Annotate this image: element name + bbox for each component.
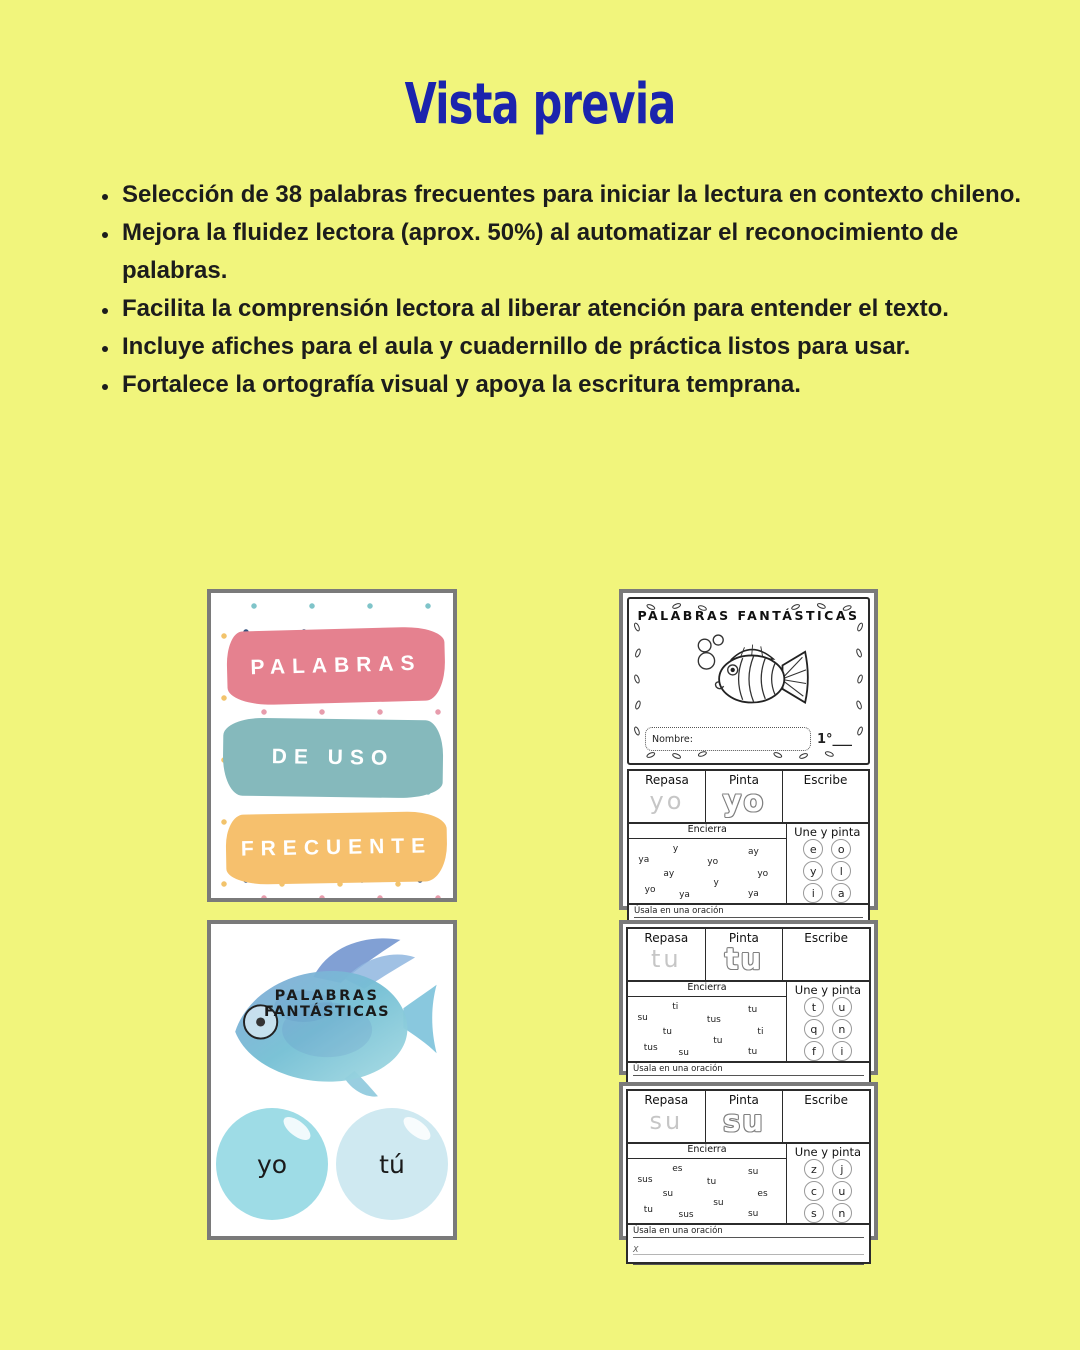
- scatter-word: yo: [644, 885, 656, 896]
- scatter-word: su: [747, 1166, 759, 1177]
- scatter-word: tu: [713, 1035, 723, 1046]
- brush-stroke-teal: [222, 717, 443, 798]
- word-bubble-tu: [336, 1108, 448, 1220]
- fish-title: [247, 988, 407, 1020]
- scatter-word: yo: [757, 868, 769, 879]
- une-y-pinta-box: [787, 982, 869, 1061]
- scatter-word: tus: [706, 1015, 721, 1026]
- scatter-word: tu: [706, 1177, 717, 1188]
- page-title-text: Vista previa: [404, 72, 676, 137]
- pinta-label: Pinta: [728, 931, 759, 945]
- escribe-cell: [783, 929, 869, 980]
- letter-circle: y: [803, 861, 823, 881]
- repasa-cell: [628, 1091, 706, 1142]
- scatter-word: su: [713, 1197, 724, 1208]
- repasa-label: Repasa: [644, 1093, 689, 1107]
- letter-circles: [804, 997, 852, 1061]
- trace-word: yo: [649, 787, 685, 815]
- brush-stroke-pink: [226, 626, 446, 706]
- une-y-pinta-box: [787, 824, 868, 903]
- x-prefix: X: [633, 1245, 639, 1255]
- encierra-box: [628, 1144, 787, 1223]
- word-scatter: [629, 839, 786, 903]
- paint-word: tu: [724, 942, 764, 976]
- fish-title-line-1: PALABRAS: [274, 988, 380, 1004]
- escribe-label: Escribe: [803, 773, 848, 787]
- letter-circle: t: [804, 997, 824, 1017]
- scatter-word: su: [637, 1012, 648, 1023]
- trace-word: su: [649, 1107, 684, 1135]
- pinta-label: Pinta: [728, 1093, 759, 1107]
- letter-circle: a: [831, 883, 851, 903]
- une-y-pinta-box: [787, 1144, 869, 1223]
- repasa-label: Repasa: [644, 931, 689, 945]
- workbook-cover-preview-card: [619, 589, 878, 917]
- scatter-word: tus: [643, 1043, 658, 1054]
- usala-label: Úsala en una oración: [633, 1064, 864, 1076]
- name-label: Nombre:: [652, 733, 693, 745]
- scatter-word: ya: [747, 889, 759, 900]
- worksheet-yo: [627, 769, 870, 944]
- letter-circles: [804, 1159, 852, 1223]
- bubble-word: tú: [379, 1149, 405, 1179]
- pinta-cell: [706, 771, 783, 822]
- une-y-pinta-label: Une y pinta: [794, 983, 862, 998]
- pinta-label: Pinta: [728, 773, 759, 787]
- feature-bullet: • Facilita la comprensión lectora al liberar atención para entender el texto.: [120, 290, 1050, 328]
- scatter-word: tu: [662, 1026, 672, 1037]
- fish-line-art: [674, 631, 824, 717]
- poster-line-3: FRECUENTE: [240, 834, 433, 861]
- writing-line: [633, 1245, 864, 1255]
- scatter-word: ay: [747, 846, 759, 857]
- paint-word: su: [722, 1104, 765, 1138]
- flashcard-preview-card: [207, 920, 457, 1240]
- cover-title: PALABRAS FANTÁSTICAS: [637, 608, 860, 623]
- word-scatter: [628, 1159, 786, 1223]
- repasa-cell: [628, 929, 706, 980]
- word-scatter: [628, 997, 786, 1061]
- poster-line-1: PALABRAS: [250, 651, 422, 680]
- letter-circle: l: [831, 861, 851, 881]
- letter-circle: q: [804, 1019, 824, 1039]
- worksheet-tu: [626, 927, 871, 1102]
- encierra-box: [628, 982, 787, 1061]
- encierra-label: Encierra: [628, 982, 786, 997]
- polka-dot-background: [211, 593, 453, 898]
- scatter-word: ya: [638, 854, 650, 865]
- letter-circle: u: [832, 1181, 852, 1201]
- scatter-word: sus: [637, 1174, 653, 1185]
- fish-title-line-2: FANTÁSTICAS: [263, 1004, 391, 1020]
- scatter-word: y: [672, 844, 679, 855]
- name-field: [645, 727, 811, 751]
- letter-circle: j: [832, 1159, 852, 1179]
- scatter-word: es: [672, 1164, 683, 1175]
- scatter-word: ti: [757, 1026, 764, 1037]
- une-y-pinta-label: Une y pinta: [794, 825, 861, 840]
- letter-circle: o: [831, 839, 851, 859]
- workbook-cover: [627, 597, 870, 765]
- page-title: [0, 72, 1080, 137]
- scatter-word: sus: [678, 1210, 694, 1221]
- scatter-word: ay: [663, 868, 675, 879]
- scatter-word: su: [662, 1188, 674, 1199]
- trace-word: tu: [650, 945, 682, 973]
- scatter-word: ya: [679, 890, 690, 901]
- pinta-cell: [706, 1091, 784, 1142]
- poster-line-2: DE USO: [271, 745, 395, 770]
- scatter-word: yo: [707, 857, 719, 868]
- encierra-box: [629, 824, 787, 903]
- grade-label: 1°___: [816, 731, 852, 747]
- paint-word: yo: [722, 784, 766, 818]
- word-bubble-yo: [216, 1108, 328, 1220]
- sentence-section: [628, 1225, 869, 1268]
- worksheet-su-card: [619, 1082, 878, 1255]
- escribe-label: Escribe: [804, 931, 848, 945]
- feature-bullet: • Fortalece la ortografía visual y apoya la escritura temprana.: [120, 366, 1050, 404]
- scatter-word: tu: [747, 1047, 758, 1058]
- usala-label: Úsala en una oración: [634, 906, 863, 918]
- repasa-cell: [629, 771, 706, 822]
- fish-tail: [403, 985, 436, 1053]
- letter-circles: [803, 839, 851, 903]
- escribe-label: Escribe: [804, 1093, 848, 1107]
- letter-circle: n: [832, 1019, 852, 1039]
- letter-circle: s: [804, 1203, 824, 1223]
- pinta-cell: [706, 929, 784, 980]
- worksheet-tu-card: [619, 920, 878, 1075]
- scatter-word: ti: [672, 1002, 679, 1013]
- scatter-word: y: [713, 877, 719, 888]
- scatter-word: es: [757, 1188, 768, 1199]
- watercolor-fish: [219, 932, 445, 1108]
- scatter-word: tu: [643, 1205, 654, 1216]
- letter-circle: z: [804, 1159, 824, 1179]
- letter-circle: e: [803, 839, 823, 859]
- scatter-word: tu: [747, 1004, 758, 1015]
- feature-bullet: • Mejora la fluidez lectora (aprox. 50%) al automatizar el reconocimiento de palabras.: [120, 214, 1050, 290]
- scatter-word: su: [747, 1209, 759, 1220]
- escribe-cell: [783, 771, 868, 822]
- bubble-outline: [698, 639, 711, 652]
- feature-bullet: • Selección de 38 palabras frecuentes para iniciar la lectura en contexto chileno.: [120, 176, 1050, 214]
- name-field-row: [645, 727, 852, 751]
- letter-circle: f: [804, 1041, 824, 1061]
- letter-circle: i: [832, 1041, 852, 1061]
- feature-bullet: • Incluye afiches para el aula y cuadernillo de práctica listos para usar.: [120, 328, 1050, 366]
- encierra-label: Encierra: [629, 824, 786, 839]
- brush-stroke-orange: [225, 811, 447, 885]
- letter-circle: c: [804, 1181, 824, 1201]
- letter-circle: u: [832, 997, 852, 1017]
- usala-label: Úsala en una oración: [633, 1226, 864, 1238]
- worksheet-su: [626, 1089, 871, 1264]
- une-y-pinta-label: Une y pinta: [794, 1145, 862, 1160]
- escribe-cell: [783, 1091, 869, 1142]
- writing-line: [633, 1264, 864, 1265]
- features-list: [84, 176, 1050, 404]
- letter-circle: n: [832, 1203, 852, 1223]
- scatter-word: su: [678, 1048, 689, 1059]
- word-bubbles-row: [211, 1108, 453, 1220]
- letter-circle: i: [803, 883, 823, 903]
- bubble-word: yo: [256, 1149, 288, 1179]
- encierra-label: Encierra: [628, 1144, 786, 1159]
- poster-preview-card: [207, 589, 457, 902]
- repasa-label: Repasa: [645, 773, 689, 787]
